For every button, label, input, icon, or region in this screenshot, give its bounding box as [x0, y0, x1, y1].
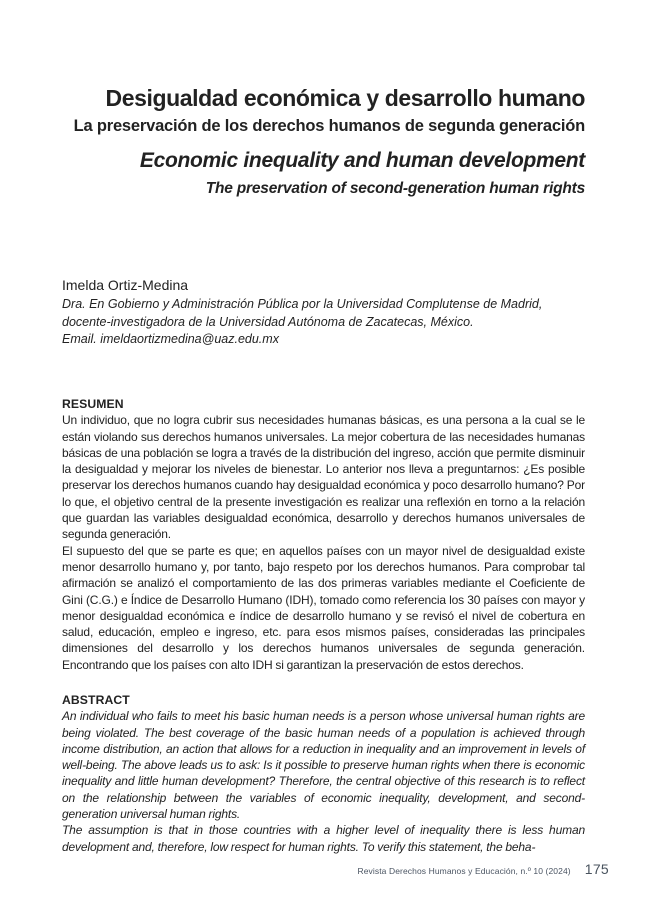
abstract-section: [62, 692, 585, 855]
article-subtitle-en: The preservation of second-generation human rights: [205, 180, 585, 197]
abstract-paragraph-1: An individual who fails to meet his basic human needs is a person whose universal human rights are being violated. The best coverage of the basic human needs of a population is achieved through income distribution, an action that allows for a reduction in inequality and an improvement in levels of well-being. The above leads us to ask: Is it possible to preserve human rights when there is economic inequality and little human development? Therefore, the central objective of this research is to reflect on the relationship between the variables of economic inequality, development, and second-generation universal human rights.: [62, 709, 585, 822]
article-subtitle-es: La preservación de los derechos humanos de segunda generación: [73, 117, 585, 135]
page-number: 175: [584, 861, 609, 877]
resumen-section: [62, 396, 585, 673]
author-block: [62, 276, 544, 349]
article-title-en: Economic inequality and human development: [139, 149, 585, 172]
title-block: [62, 84, 585, 200]
author-affiliation: Dra. En Gobierno y Administración Pública por la Universidad Complutense de Madrid, docente-investigadora de la Universidad Autónoma de Zacatecas, México.: [62, 297, 543, 329]
author-email: Email. imeldaortizmedina@uaz.edu.mx: [62, 332, 279, 346]
abstract-heading: ABSTRACT: [62, 693, 130, 707]
journal-footer-text: Revista Derechos Humanos y Educación, n.º 10 (2024): [357, 866, 571, 876]
author-name: Imelda Ortiz-Medina: [62, 277, 189, 293]
abstract-paragraph-2: The assumption is that in those countries with a higher level of inequality there is less human development and, therefore, low respect for human rights. To verify this statement, the beha-: [62, 823, 585, 854]
article-title-es: Desigualdad económica y desarrollo humano: [105, 85, 585, 111]
resumen-paragraph-2: El supuesto del que se parte es que; en aquellos países con un mayor nivel de desigualdad existe menor desarrollo humano y, por tanto, bajo respeto por los derechos humanos. Para comprobar tal afirmación se analizó el comportamiento de las dos primeras variables mediante el Coeficiente de Gini (C.G.) e Índice de Desarrollo Humano (IDH), tomado como referencia los 30 países con mayor y menor desigualdad económica e índice de desarrollo humano y se revisó el nivel de cobertura en salud, educación, empleo e ingreso, etc. para esos mismos países, consideradas las principales dimensiones del desarrollo y los derechos humanos universales de segunda generación. Encontrando que los países con alto IDH si garantizan la preservación de estos derechos.: [62, 543, 585, 672]
resumen-heading: RESUMEN: [62, 397, 124, 411]
page-footer: [357, 861, 609, 877]
resumen-paragraph-1: Un individuo, que no logra cubrir sus necesidades humanas básicas, es una persona a la cual se le están violando sus derechos humanos universales. La mejor cobertura de las necesidades humanas básicas de una población se logra a través de la distribución del ingreso, acción que permite disminuir la desigualdad y mejorar los niveles de bienestar. Lo anterior nos lleva a preguntarnos: ¿Es posible preservar los derechos humanos cuando hay desigualdad económica y poco desarrollo humano? Por lo que, el objetivo central de la presente investigación es realizar una reflexión en torno a la relación que guardan las variables desigualdad económica, desarrollo y derechos humanos universales de segunda generación.: [62, 413, 585, 542]
